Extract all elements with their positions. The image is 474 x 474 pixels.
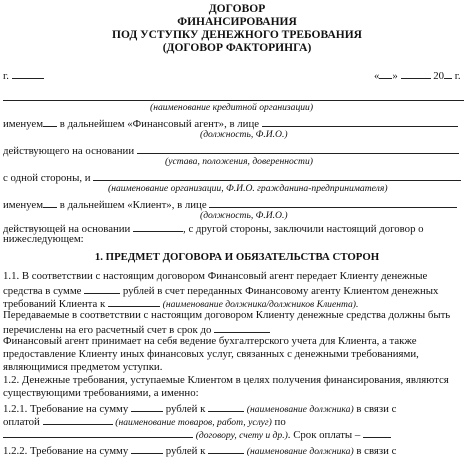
year-prefix: 20 <box>433 70 445 82</box>
clause-1-2-line-1: 1.2. Денежные требования, уступаемые Клиентом в целях получения финансирования, являются <box>3 374 449 386</box>
agent-rep-blank <box>262 117 458 127</box>
named-agent-line <box>3 117 458 130</box>
acting-basis2-label: действующей на основании <box>3 223 131 235</box>
agent-line-2: предоставление Клиенту иных финансовых услуг, связанных с денежными требованиями, <box>3 348 419 360</box>
claim1-goods-blank <box>43 415 113 425</box>
client-rep-blank <box>209 198 457 208</box>
clause-1-1-line-3 <box>3 297 358 310</box>
clause-1-2-line-2: существующими требованиями, а именно: <box>3 387 199 399</box>
note-org-entrepreneur: (наименование организации, Ф.И.О. гражданина-предпринимателя) <box>108 183 388 194</box>
claim2-debtor-note: (наименование должника) <box>246 446 354 457</box>
acting-basis2-rest: , с другой стороны, заключили настоящий договор о <box>183 223 424 235</box>
date-quote-open: « <box>374 70 380 82</box>
title-line-3: ПОД УСТУПКУ ДЕНЕЖНОГО ТРЕБОВАНИЯ <box>112 29 362 41</box>
claim2-end: в связи с <box>356 445 397 457</box>
section-1-heading: 1. ПРЕДМЕТ ДОГОВОРА И ОБЯЗАТЕЛЬСТВА СТОРОН <box>94 251 380 263</box>
city-field <box>3 69 44 82</box>
claim2-sum-blank <box>131 444 163 454</box>
one-side-label: с одной стороны, и <box>3 172 91 184</box>
title-line-1: ДОГОВОР <box>208 3 266 15</box>
claim1-debtor-note: (наименование должника) <box>246 404 354 415</box>
debtor-blank <box>108 297 160 307</box>
clause-1-2-1-line-1 <box>3 402 396 415</box>
amount-prefix: средства в сумме <box>3 285 82 297</box>
acting-basis-line <box>3 144 459 157</box>
deadline-blank <box>214 323 270 333</box>
claim1-goods-note: (наименование товаров, работ, услуг) <box>115 417 272 428</box>
claim1-contract-note: (договору, счету и др.) <box>195 430 288 441</box>
acting-basis-label: действующего на основании <box>3 145 135 157</box>
transfer-deadline-label: перечислены на его расчетный счет в срок до <box>3 324 212 336</box>
year-suffix: г. <box>454 70 461 82</box>
claim1-sum-blank <box>131 402 163 412</box>
hereinafter-line: нижеследующем: <box>3 233 84 245</box>
date-quote-close: » <box>392 70 398 82</box>
named-text: в дальнейшем «Финансовый агент», в лице <box>59 118 260 130</box>
transfer-line-1: Передаваемые в соответствии с настоящим договором Клиенту денежные средства должны быть <box>3 309 451 321</box>
claim1-payment-prefix: оплатой <box>3 416 40 428</box>
claim1-end: в связи с <box>356 403 397 415</box>
claim1-debtor-blank <box>208 402 244 412</box>
transfer-line-2 <box>3 323 270 336</box>
note-basis-docs: (устава, положения, доверенности) <box>165 156 313 167</box>
day-blank <box>379 69 392 79</box>
year-blank <box>444 69 452 79</box>
agent-line-3: являющимися предметом уступки. <box>3 361 163 373</box>
claims-note: (наименование должника/должников Клиента). <box>162 299 359 310</box>
amount-blank <box>84 284 120 294</box>
agent-line-1: Финансовый агент принимает на себя ведение бухгалтерского учета для Клиента, а также <box>3 335 417 347</box>
title-line-4: (ДОГОВОР ФАКТОРИНГА) <box>162 42 312 54</box>
note-position-fio: (должность, Ф.И.О.) <box>200 129 288 140</box>
claim1-sum-prefix: 1.2.1. Требование на сумму <box>3 403 129 415</box>
named-ending-blank <box>43 117 57 127</box>
named-prefix: именуем <box>3 118 44 130</box>
title-line-2: ФИНАНСИРОВАНИЯ <box>177 16 297 28</box>
claim1-contract-blank <box>3 428 193 438</box>
named2-text: в дальнейшем «Клиент», в лице <box>59 199 207 211</box>
one-side-line <box>3 171 461 184</box>
note-position-fio-2: (должность, Ф.И.О.) <box>200 210 288 221</box>
clause-1-2-1-line-2 <box>3 415 286 428</box>
claims-prefix: требований Клиента к <box>3 298 106 310</box>
clause-1-1-line-2 <box>3 284 438 297</box>
claim2-sum-prefix: 1.2.2. Требование на сумму <box>3 445 129 457</box>
named-client-line <box>3 198 457 211</box>
acting-basis2-blank <box>133 222 183 232</box>
claim2-debtor-blank <box>208 444 244 454</box>
date-field <box>374 69 461 82</box>
credit-org-blank <box>3 100 464 101</box>
claim2-sum-mid: рублей к <box>165 445 206 457</box>
claim1-term-blank <box>363 428 391 438</box>
named2-ending-blank <box>43 198 57 208</box>
note-credit-org: (наименование кредитной организации) <box>150 102 314 113</box>
city-prefix: г. <box>3 70 9 82</box>
clause-1-2-2-line-1 <box>3 444 396 457</box>
clause-1-1-line-1: 1.1. В соответствии с настоящим договором Финансовый агент передает Клиенту денежные <box>3 270 428 282</box>
clause-1-2-1-line-3 <box>3 428 391 441</box>
client-org-blank <box>93 171 461 181</box>
acting-basis-blank <box>137 144 459 154</box>
city-blank <box>12 69 44 79</box>
claim1-sum-mid: рублей к <box>165 403 206 415</box>
named2-prefix: именуем <box>3 199 44 211</box>
claim1-payment-end: по <box>274 416 286 428</box>
month-blank <box>401 69 431 79</box>
claim1-term-label: . Срок оплаты – <box>287 429 361 441</box>
amount-text: рублей в счет переданных Финансовому агенту Клиентом денежных <box>122 285 439 297</box>
